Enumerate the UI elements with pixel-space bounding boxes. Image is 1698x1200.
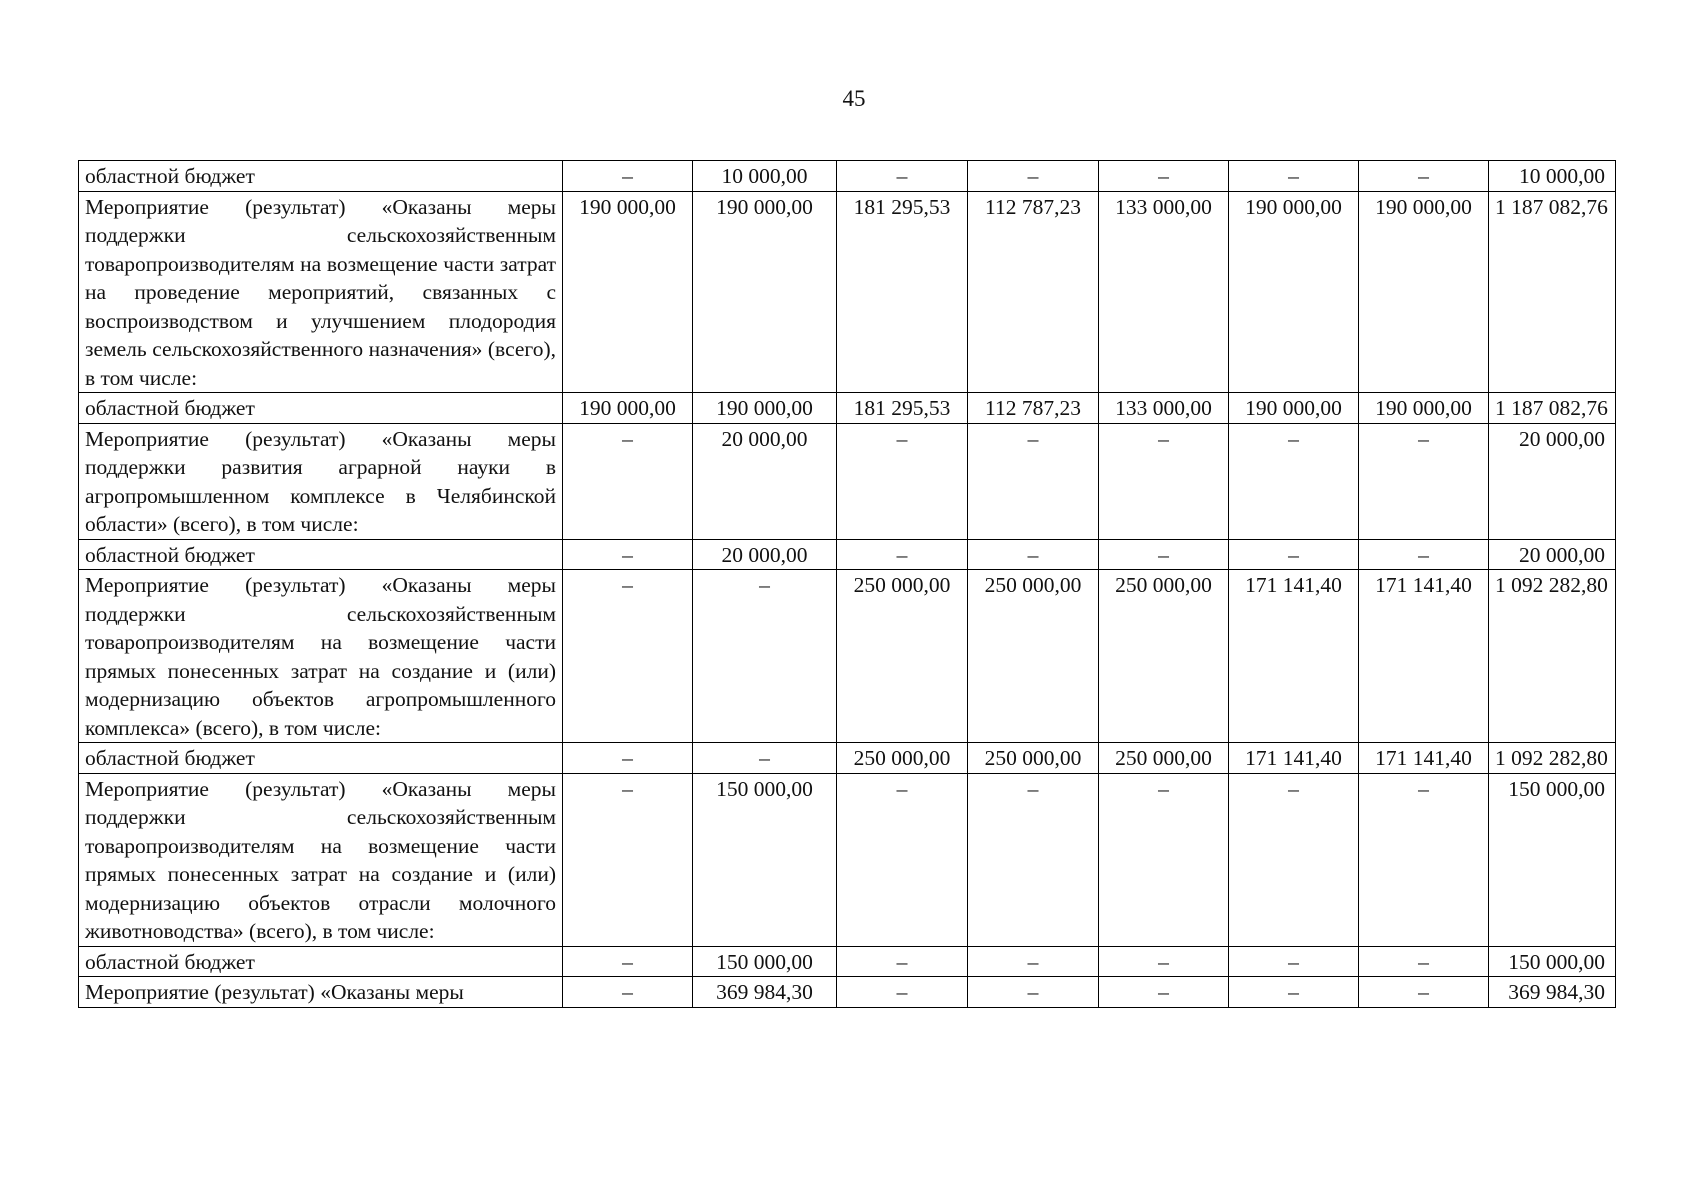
total-cell: 20 000,00 bbox=[1489, 423, 1616, 539]
total-cell: 1 092 282,80 bbox=[1489, 570, 1616, 743]
amount-cell: – bbox=[1099, 946, 1229, 977]
amount-cell: – bbox=[563, 570, 693, 743]
row-description: областной бюджет bbox=[79, 946, 563, 977]
amount-cell: 250 000,00 bbox=[837, 570, 968, 743]
amount-cell: 112 787,23 bbox=[968, 191, 1099, 393]
amount-cell: – bbox=[968, 773, 1099, 946]
total-cell: 20 000,00 bbox=[1489, 539, 1616, 570]
amount-cell: 250 000,00 bbox=[968, 743, 1099, 774]
amount-cell: 20 000,00 bbox=[693, 539, 837, 570]
amount-cell: 20 000,00 bbox=[693, 423, 837, 539]
amount-cell: 190 000,00 bbox=[563, 191, 693, 393]
amount-cell: – bbox=[1099, 423, 1229, 539]
amount-cell: – bbox=[1229, 946, 1359, 977]
amount-cell: – bbox=[837, 423, 968, 539]
amount-cell: 190 000,00 bbox=[1359, 393, 1489, 424]
amount-cell: 250 000,00 bbox=[968, 570, 1099, 743]
amount-cell: – bbox=[968, 977, 1099, 1008]
row-description: Мероприятие (результат) «Оказаны меры поддержки сельскохозяйственным товаропроизводителям на возмещение части затрат на проведение мероприятий, связанных с воспроизводством и улучшением плодородия земель сельскохозяйственного назначения» (всего), в том числе: bbox=[79, 191, 563, 393]
amount-cell: – bbox=[1359, 773, 1489, 946]
amount-cell: – bbox=[1099, 161, 1229, 192]
amount-cell: 181 295,53 bbox=[837, 393, 968, 424]
budget-source-row bbox=[79, 393, 1616, 424]
total-cell: 150 000,00 bbox=[1489, 946, 1616, 977]
amount-cell: – bbox=[563, 773, 693, 946]
amount-cell: – bbox=[1229, 423, 1359, 539]
amount-cell: 133 000,00 bbox=[1099, 191, 1229, 393]
budget-source-row bbox=[79, 743, 1616, 774]
amount-cell: – bbox=[1229, 773, 1359, 946]
amount-cell: – bbox=[837, 539, 968, 570]
budget-source-row bbox=[79, 946, 1616, 977]
amount-cell: 10 000,00 bbox=[693, 161, 837, 192]
amount-cell: – bbox=[837, 773, 968, 946]
amount-cell: – bbox=[563, 423, 693, 539]
amount-cell: – bbox=[1359, 977, 1489, 1008]
amount-cell: 250 000,00 bbox=[1099, 570, 1229, 743]
amount-cell: 190 000,00 bbox=[563, 393, 693, 424]
amount-cell: 190 000,00 bbox=[1359, 191, 1489, 393]
amount-cell: – bbox=[1099, 539, 1229, 570]
row-description: областной бюджет bbox=[79, 743, 563, 774]
amount-cell: 369 984,30 bbox=[693, 977, 837, 1008]
amount-cell: – bbox=[1359, 539, 1489, 570]
row-description: Мероприятие (результат) «Оказаны меры поддержки развития аграрной науки в агропромышленном комплексе в Челябинской области» (всего), в том числе: bbox=[79, 423, 563, 539]
activity-row bbox=[79, 570, 1616, 743]
amount-cell: – bbox=[968, 423, 1099, 539]
activity-row bbox=[79, 423, 1616, 539]
row-description: областной бюджет bbox=[79, 539, 563, 570]
amount-cell: – bbox=[563, 946, 693, 977]
amount-cell: – bbox=[837, 946, 968, 977]
amount-cell: – bbox=[1359, 423, 1489, 539]
amount-cell: 250 000,00 bbox=[837, 743, 968, 774]
amount-cell: 190 000,00 bbox=[1229, 191, 1359, 393]
amount-cell: – bbox=[693, 570, 837, 743]
amount-cell: 133 000,00 bbox=[1099, 393, 1229, 424]
amount-cell: 171 141,40 bbox=[1359, 743, 1489, 774]
activity-row bbox=[79, 191, 1616, 393]
amount-cell: – bbox=[1229, 161, 1359, 192]
amount-cell: – bbox=[1229, 977, 1359, 1008]
amount-cell: 190 000,00 bbox=[693, 191, 837, 393]
amount-cell: 150 000,00 bbox=[693, 773, 837, 946]
amount-cell: 150 000,00 bbox=[693, 946, 837, 977]
amount-cell: – bbox=[837, 161, 968, 192]
total-cell: 1 187 082,76 bbox=[1489, 393, 1616, 424]
amount-cell: – bbox=[563, 539, 693, 570]
amount-cell: – bbox=[968, 161, 1099, 192]
activity-row bbox=[79, 977, 1616, 1008]
amount-cell: 250 000,00 bbox=[1099, 743, 1229, 774]
total-cell: 369 984,30 bbox=[1489, 977, 1616, 1008]
activity-row bbox=[79, 773, 1616, 946]
amount-cell: – bbox=[1099, 773, 1229, 946]
row-description: областной бюджет bbox=[79, 393, 563, 424]
row-description: Мероприятие (результат) «Оказаны меры поддержки сельскохозяйственным товаропроизводителям на возмещение части прямых понесенных затрат на создание и (или) модернизацию объектов отрасли молочного животноводства» (всего), в том числе: bbox=[79, 773, 563, 946]
budget-table bbox=[78, 160, 1616, 1008]
row-description: Мероприятие (результат) «Оказаны меры bbox=[79, 977, 563, 1008]
total-cell: 1 092 282,80 bbox=[1489, 743, 1616, 774]
amount-cell: 171 141,40 bbox=[1229, 743, 1359, 774]
budget-source-row bbox=[79, 161, 1616, 192]
amount-cell: – bbox=[968, 946, 1099, 977]
amount-cell: 171 141,40 bbox=[1359, 570, 1489, 743]
total-cell: 150 000,00 bbox=[1489, 773, 1616, 946]
budget-source-row bbox=[79, 539, 1616, 570]
amount-cell: – bbox=[968, 539, 1099, 570]
amount-cell: 190 000,00 bbox=[693, 393, 837, 424]
amount-cell: – bbox=[563, 161, 693, 192]
amount-cell: – bbox=[693, 743, 837, 774]
amount-cell: – bbox=[563, 977, 693, 1008]
row-description: областной бюджет bbox=[79, 161, 563, 192]
amount-cell: – bbox=[1359, 946, 1489, 977]
amount-cell: 112 787,23 bbox=[968, 393, 1099, 424]
amount-cell: – bbox=[837, 977, 968, 1008]
amount-cell: – bbox=[563, 743, 693, 774]
row-description: Мероприятие (результат) «Оказаны меры поддержки сельскохозяйственным товаропроизводителям на возмещение части прямых понесенных затрат на создание и (или) модернизацию объектов агропромышленного комплекса» (всего), в том числе: bbox=[79, 570, 563, 743]
total-cell: 10 000,00 bbox=[1489, 161, 1616, 192]
page-number: 45 bbox=[842, 86, 866, 111]
amount-cell: – bbox=[1229, 539, 1359, 570]
amount-cell: 171 141,40 bbox=[1229, 570, 1359, 743]
amount-cell: 181 295,53 bbox=[837, 191, 968, 393]
amount-cell: – bbox=[1099, 977, 1229, 1008]
amount-cell: 190 000,00 bbox=[1229, 393, 1359, 424]
amount-cell: – bbox=[1359, 161, 1489, 192]
total-cell: 1 187 082,76 bbox=[1489, 191, 1616, 393]
